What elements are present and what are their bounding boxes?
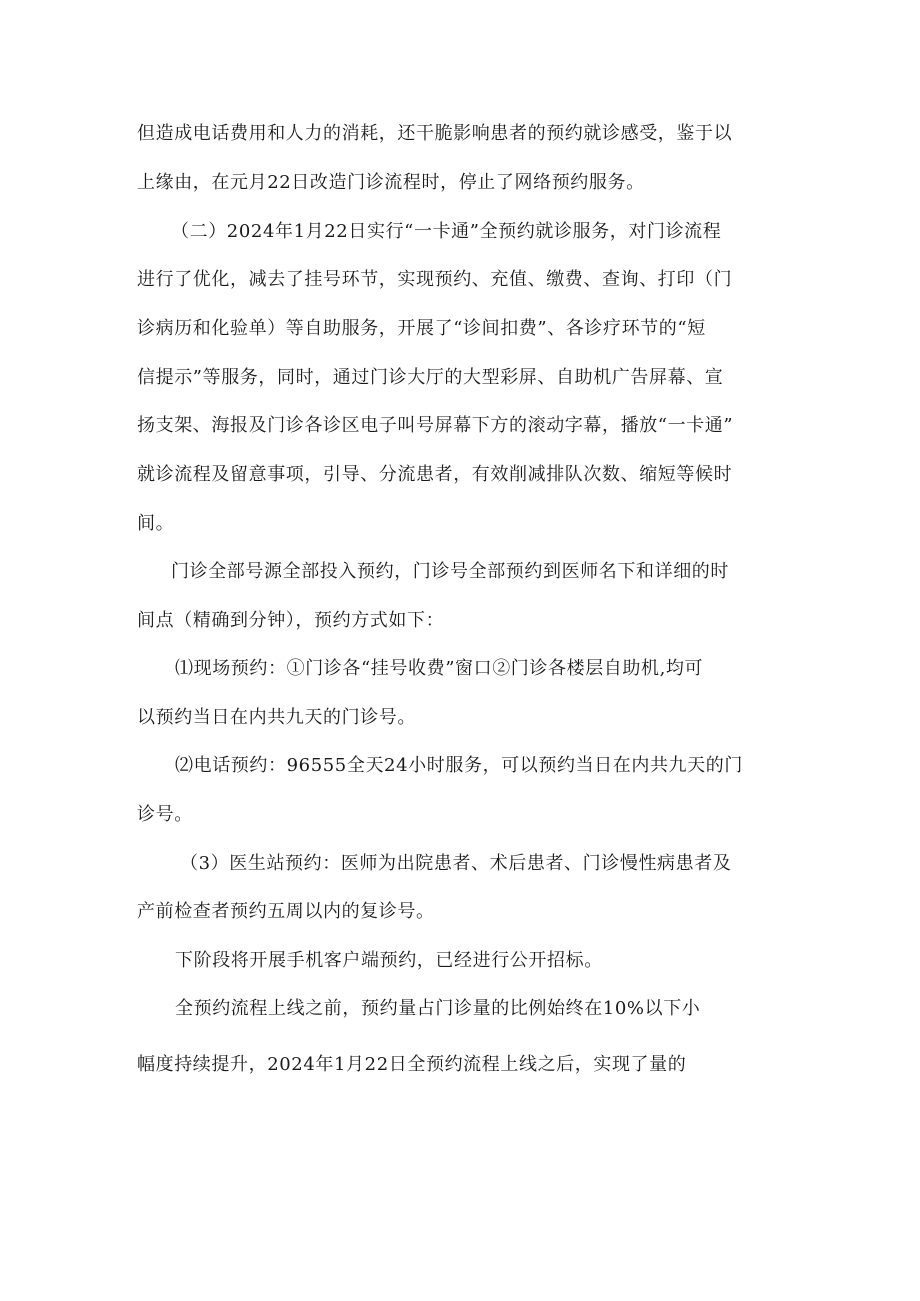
- text-line: 以预约当日在内共九天的门诊号。: [137, 707, 416, 728]
- text-line: 诊号。: [137, 804, 193, 825]
- text-line: ⑴现场预约：①门诊各“挂号收费”窗口②门诊各楼层自助机,均可: [175, 658, 704, 679]
- text-line: 下阶段将开展手机客户端预约，已经进行公开招标。: [175, 950, 603, 971]
- text-line: 但造成电话费用和人力的消耗，还干脆影响患者的预约就诊感受，鉴于以: [137, 123, 733, 144]
- text-line: 产前检查者预约五周以内的复诊号。: [137, 901, 435, 922]
- text-line: 间点（精确到分钟），预约方式如下：: [137, 610, 445, 631]
- text-line: （二）2024年1月22日实行“一卡通”全预约就诊服务，对门诊流程: [171, 221, 722, 242]
- text-line: ⑵电话预约：96555全天24小时服务，可以预约当日在内共九天的门: [175, 755, 743, 776]
- text-line: 门诊全部号源全部投入预约，门诊号全部预约到医师名下和详细的时: [171, 561, 729, 582]
- text-line: 就诊流程及留意事项，引导、分流患者，有效削减排队次数、缩短等候时: [137, 464, 733, 485]
- text-line: 全预约流程上线之前，预约量占门诊量的比例始终在10%以下小: [175, 998, 701, 1019]
- text-line: 扬支架、海报及门诊各诊区电子叫号屏幕下方的滚动字幕，播放“一卡通”: [137, 415, 734, 436]
- text-line: 上缘由，在元月22日改造门诊流程时，停止了网络预约服务。: [137, 172, 645, 193]
- text-line: 信提示”等服务，同时，通过门诊大厅的大型彩屏、自助机广告屏幕、宣: [137, 367, 724, 388]
- text-line: 幅度持续提升，2024年1月22日全预约流程上线之后，实现了量的: [137, 1054, 687, 1075]
- text-line: 诊病历和化验单）等自助服务，开展了“诊间扣费”、各诊疗环节的“短: [137, 318, 706, 339]
- text-line: 间。: [137, 513, 175, 534]
- text-line: 进行了优化，减去了挂号环节，实现预约、充值、缴费、查询、打印（门: [137, 269, 733, 290]
- text-line: （3）医生站预约：医师为出院患者、术后患者、门诊慢性病患者及: [180, 853, 732, 874]
